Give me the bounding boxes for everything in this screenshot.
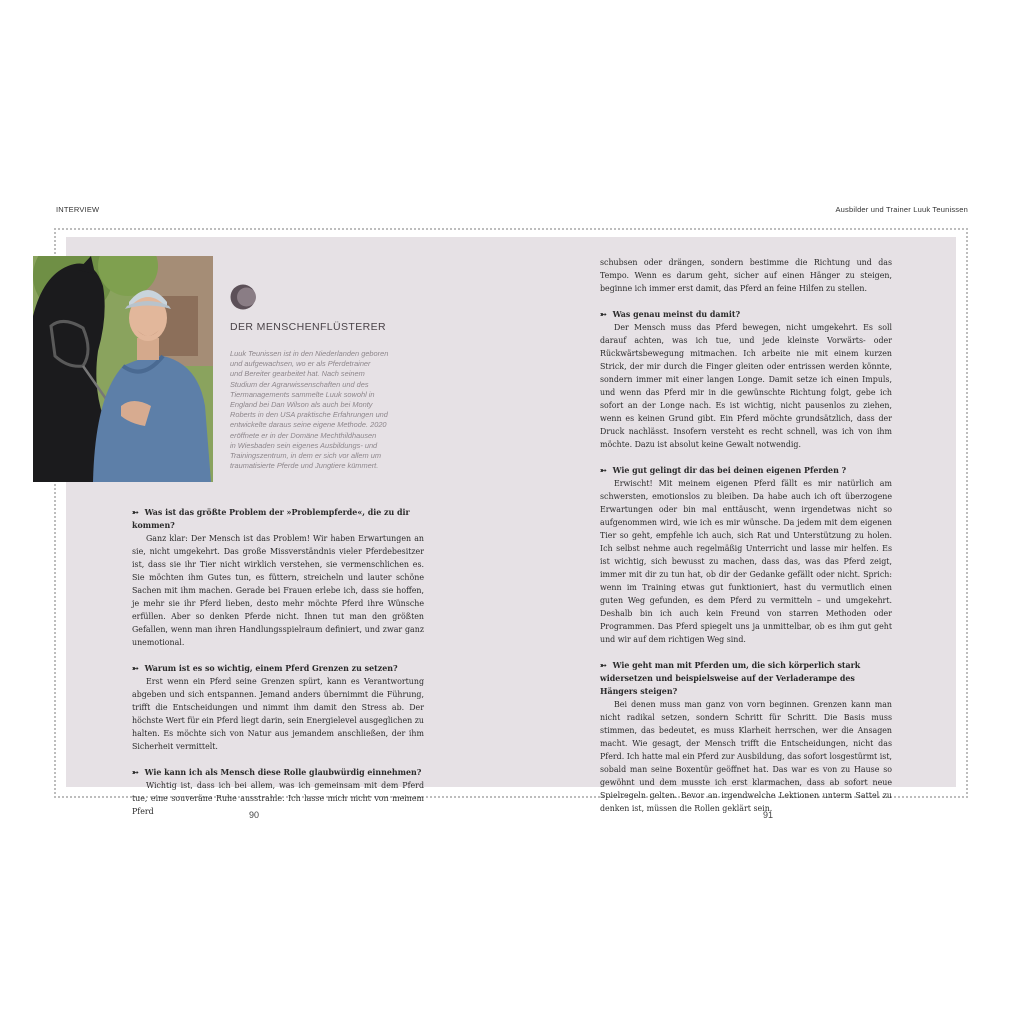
answer-6: Bei denen muss man ganz von vorn beginnen. Grenzen kann man nicht radikal setzen, sondern Schritt für Schritt. Die Basis muss stimmen, das bedeutet, es muss Klarheit herrschen, wer die Ansagen macht. Wie gesagt, der Mensch trifft die Entscheidungen, nicht das Pferd. Ich hatte mal ein Pferd zur Ausbildung, das sofort losgestürmt ist, sobald man seine Boxentür geöffnet hat. Das war es von zu Hause so gewöhnt und dem musste ich erst klarmachen, dass ab sofort neue Spielregeln gelten. Bevor an irgendwelche Lektionen unterm Sattel zu denken ist, müssen die Rollen geklärt sein. [600,700,892,813]
page-number-right: 91 [763,810,774,820]
running-head-left: INTERVIEW [56,205,100,214]
intro-line: Studium der Agrarwissenschaften und des [230,379,369,389]
question-text: Was ist das größte Problem der »Problempferde«, die zu dir kommen? [132,508,410,530]
portrait-photo [33,256,213,482]
arrow-bullet-icon: ➳ [600,310,607,319]
question-1 [132,506,424,532]
question-text: Wie geht man mit Pferden um, die sich körperlich stark widersetzen und beispielsweise auf der Verladerampe des Hängers steigen? [600,661,861,696]
intro-line: und aufgewachsen, wo er als Pferdetrainer [230,359,371,369]
arrow-bullet-icon: ➳ [600,466,607,475]
question-text: Wie kann ich als Mensch diese Rolle glaubwürdig einnehmen? [144,768,422,777]
intro-line: Roberts in den USA praktische Erfahrungen und [230,410,388,420]
answer-5: Erwischt! Mit meinem eigenen Pferd fällt es mir natürlich am schwersten, emotionslos zu bleiben. Da habe auch ich oft überzogene Erwartungen oder bin mal enttäuscht, wenn irgendetwas nicht so aufgenommen wird, wie ich es mir wünsche. Da jedem mit dem eigenen Tier so geht, empfehle ich auch, sich Rat und Unterstützung zu holen. Ich selbst nehme auch regelmäßig Unterricht und lasse mir helfen. Es ist wichtig, sich bewusst zu machen, dass das, was das Pferd zeigt, immer mit dir zu tun hat, ob dir der Gedanke gefällt oder nicht. Sprich: wenn im Training etwas gut funktioniert, hast du vermutlich einen guten Weg gefunden, es dem Pferd zu vermitteln – und umgekehrt. Deshalb bin ich auch kein Freund von starren Methoden oder Programmen. Das Pferd spiegelt uns ja unmittelbar, ob es ihm gut geht und wir auf dem richtigen Weg sind. [600,479,892,644]
question-2 [132,662,424,675]
intro-line: England bei Dan Wilson als auch bei Monty [230,400,373,410]
continued-text: schubsen oder drängen, sondern bestimme die Richtung und das Tempo. Wenn es darum geht, sicher auf einen Hänger zu steigen, beginne ich immer erst damit, das Pferd an feine Hilfen zu stellen. [600,258,892,293]
arrow-bullet-icon: ➳ [132,508,139,517]
photo-man-with-black-horse-icon [33,256,213,482]
answer-3: Wichtig ist, dass ich bei allem, was ich gemeinsam mit dem Pferd tue, eine souveräne Ruhe ausstrahle. Ich lasse mich nicht von meinem Pferd [132,781,424,816]
intro-text [230,349,412,471]
moon-icon [230,284,256,310]
arrow-bullet-icon: ➳ [132,664,139,673]
question-text: Was genau meinst du damit? [612,310,741,319]
answer-1: Ganz klar: Der Mensch ist das Problem! Wir haben Erwartungen an sie, nicht umgekehrt. Das große Missverständnis vieler Pferdebesitzer ist, dass sie ihr Tier nicht wirklich verstehen, sie vermenschlichen es. Sie möchten ihm Gutes tun, es füttern, streicheln und lauter schöne Sachen mit ihm machen. Gerade bei Frauen erlebe ich, dass sie hoffen, je mehr sie ihr Pferd lieben, desto mehr möchte Pferd ihre Wünsche erfüllen. Aber so denken Pferde nicht. Ihnen tut man den größten Gefallen, wenn man ihren Handlungsspielraum definiert, und zwar ganz unemotional. [132,534,424,647]
question-6 [600,659,892,698]
question-text: Warum ist es so wichtig, einem Pferd Grenzen zu setzen? [144,664,398,673]
question-3 [132,766,424,779]
intro-line: Trainingszentrum, in dem er sich vor allem um [230,451,382,461]
intro-line: entwickelte daraus seine eigene Methode. 2020 [230,420,387,430]
right-column [600,256,892,815]
intro-line: in Wiesbaden sein eigenes Ausbildungs- und [230,440,378,450]
page-number-left: 90 [249,810,260,820]
arrow-bullet-icon: ➳ [132,768,139,777]
intro-line: und Bereiter gearbeitet hat. Nach seinem [230,369,365,379]
answer-2: Erst wenn ein Pferd seine Grenzen spürt, kann es Verantwortung abgeben und sich entspannen. Jemand anders übernimmt die Führung, trifft die Entscheidungen und nimmt ihm damit den Stress ab. Der höchste Wert für ein Pferd liegt darin, sein Energielevel ausgeglichen zu halten. Es möchte sich von Natur aus jemandem anschließen, der ihm Sicherheit vermittelt. [132,677,424,751]
intro-line: eröffnete er in der Domäne Mechthildhausen [230,430,377,440]
box-title: DER MENSCHENFLÜSTERER [230,321,386,333]
question-5 [600,464,892,477]
question-4 [600,308,892,321]
left-column [132,506,424,818]
running-head-right: Ausbilder und Trainer Luuk Teunissen [835,205,968,214]
intro-line: Tiermanagements sammelte Luuk sowohl in [230,389,375,399]
arrow-bullet-icon: ➳ [600,661,607,670]
question-text: Wie gut gelingt dir das bei deinen eigenen Pferden ? [612,466,847,475]
intro-line: Luuk Teunissen ist in den Niederlanden geboren [230,349,389,358]
intro-line: traumatisierte Pferde und Jungtiere kümmert. [230,461,379,471]
answer-4: Der Mensch muss das Pferd bewegen, nicht umgekehrt. Es soll darauf achten, was ich tue, und jede kleinste Vorwärts- oder Rückwärtsbewegung mitmachen. Ich arbeite nie mit einem kurzen Strick, der mir durch die Finger gleiten oder entrissen werden könnte, sondern immer mit einer langen Longe. Damit setze ich einen Impuls, und wenn das Pferd mir in die gewünschte Richtung folgt, gebe ich sofort an der Longe nach. Es ist wichtig, nicht pausenlos zu ziehen, wenn es keinen Grund gibt. Ein Pferd möchte grundsätzlich, dass der Druck nachlässt. Insofern versteht es recht schnell, was ich von ihm möchte. Dazu ist absolut keine Gewalt notwendig. [600,323,892,449]
